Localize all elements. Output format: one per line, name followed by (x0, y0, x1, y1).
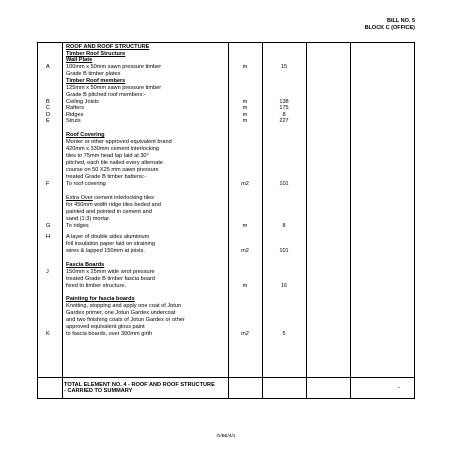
item-quantity: 138 (279, 98, 289, 105)
description-line: and two finishing coats of Jotun Gardex or other (66, 317, 185, 323)
description-line: 420mm x 330mm cement interlocking (66, 146, 159, 152)
description-line: Rafters (66, 105, 85, 111)
description-line (66, 195, 154, 202)
total-line: TOTAL ELEMENT NO. 4 - ROOF AND ROOF STRUCTURE (64, 382, 215, 388)
item-unit: m (242, 98, 248, 105)
description-line: Monier or other approved equivalent brand (66, 139, 172, 145)
description-fragment: cement interlocking tiles (92, 195, 154, 201)
description-line: approved equivalent gloss paint (66, 324, 145, 330)
description-line: to fascia boards, over 300mm girth (66, 331, 153, 337)
description-line: Ceiling Joists (66, 98, 99, 105)
column-rule (228, 42, 229, 399)
description-line: Knotting, stopping and apply one coat of Jotun (66, 303, 182, 309)
item-code: F (46, 181, 50, 187)
item-unit: m (242, 283, 248, 289)
description-line: Grade B pitched roof members:- (66, 92, 146, 98)
item-quantity: 227 (279, 118, 289, 124)
description-line: To ridges (66, 223, 89, 229)
block-name: BLOCK C (OFFICE) (364, 25, 415, 31)
description-line: 100mm x 50mm sawn pressure timber (66, 64, 162, 70)
item-quantity: 101 (279, 181, 289, 187)
description-line: treated Grade B timber fascia board (66, 276, 155, 282)
description-line: for 450mm width ridge tiles beded and (66, 202, 161, 208)
description-line: A layer of double sides aluminium (66, 234, 150, 240)
description-line: foil insulation paper laid on straining (66, 241, 155, 247)
description-line: Gardex primer, one Jotun Gardex undercoat (66, 310, 176, 316)
description-line: treated Grade B timber battens:- (66, 174, 147, 180)
description-line: fixed to timber structure. (66, 283, 126, 289)
description-line: wires & lapped 150mm at joists. (66, 248, 145, 254)
item-unit: m (242, 118, 248, 124)
description-line: To roof covering (66, 181, 106, 187)
total-separator (37, 377, 415, 378)
page-reference: G/B5/4/1 (216, 434, 236, 439)
item-code: G (46, 223, 51, 229)
item-quantity: 101 (279, 248, 289, 254)
item-heading: Timber Roof members (66, 78, 126, 84)
column-rule (262, 42, 263, 399)
total-label (64, 382, 215, 395)
item-unit: m (242, 64, 248, 70)
item-quantity: 5 (282, 331, 286, 337)
column-rule (306, 42, 307, 399)
item-heading: Fascia Boards (66, 262, 105, 268)
description-line: Struts (66, 118, 81, 124)
item-code: A (46, 64, 50, 70)
item-quantity: 175 (279, 105, 289, 111)
item-heading: Roof Covering (66, 132, 105, 138)
item-heading: Wall Plate (66, 57, 93, 63)
description-line: sand (1:3) mortar. (66, 216, 111, 222)
subsection-heading: Timber Roof Structure (66, 50, 126, 57)
item-code: D (46, 111, 51, 118)
item-code: K (46, 331, 50, 337)
item-code: C (46, 105, 51, 111)
description-line: painted and pointed in cement and (66, 209, 152, 215)
bill-number: BILL NO. 5 (386, 18, 415, 24)
description-line: Ridges (66, 111, 84, 118)
description-line: pitched, each tile nailed every alternate (66, 160, 164, 166)
item-unit: m (242, 111, 248, 118)
item-quantity: 8 (282, 111, 286, 118)
item-unit: m2 (241, 181, 249, 187)
description-line: 125mm x 50mm sawn pressure timber (66, 85, 162, 91)
item-quantity: 15 (280, 64, 288, 70)
item-unit: m (242, 105, 248, 111)
description-line: tiles to 75mm head lap laid at 30° (66, 153, 149, 159)
item-unit: m2 (241, 248, 249, 254)
item-unit: m2 (241, 331, 249, 337)
description-line: 150mm x 25mm wide wrot pressure (66, 269, 155, 275)
column-rule (350, 42, 351, 399)
item-quantity: 8 (282, 223, 286, 229)
item-code: J (46, 269, 49, 275)
column-rule (62, 42, 63, 399)
description-line: course on 50 X25 mm sawn pressure (66, 167, 159, 173)
item-unit: m (242, 223, 248, 229)
total-amount: - (398, 385, 400, 391)
item-quantity: 16 (280, 283, 288, 289)
section-heading: ROOF AND ROOF STRUCTURE (66, 44, 150, 50)
item-heading: Painting for fascia boards (66, 296, 135, 302)
description-line: Grade B timber plates (66, 71, 121, 77)
item-code: B (46, 98, 50, 105)
item-code: E (46, 118, 50, 124)
total-line: - CARRIED TO SUMMARY (64, 388, 133, 395)
item-code: H (46, 234, 51, 240)
extra-over-label: Extra Over (66, 195, 93, 201)
